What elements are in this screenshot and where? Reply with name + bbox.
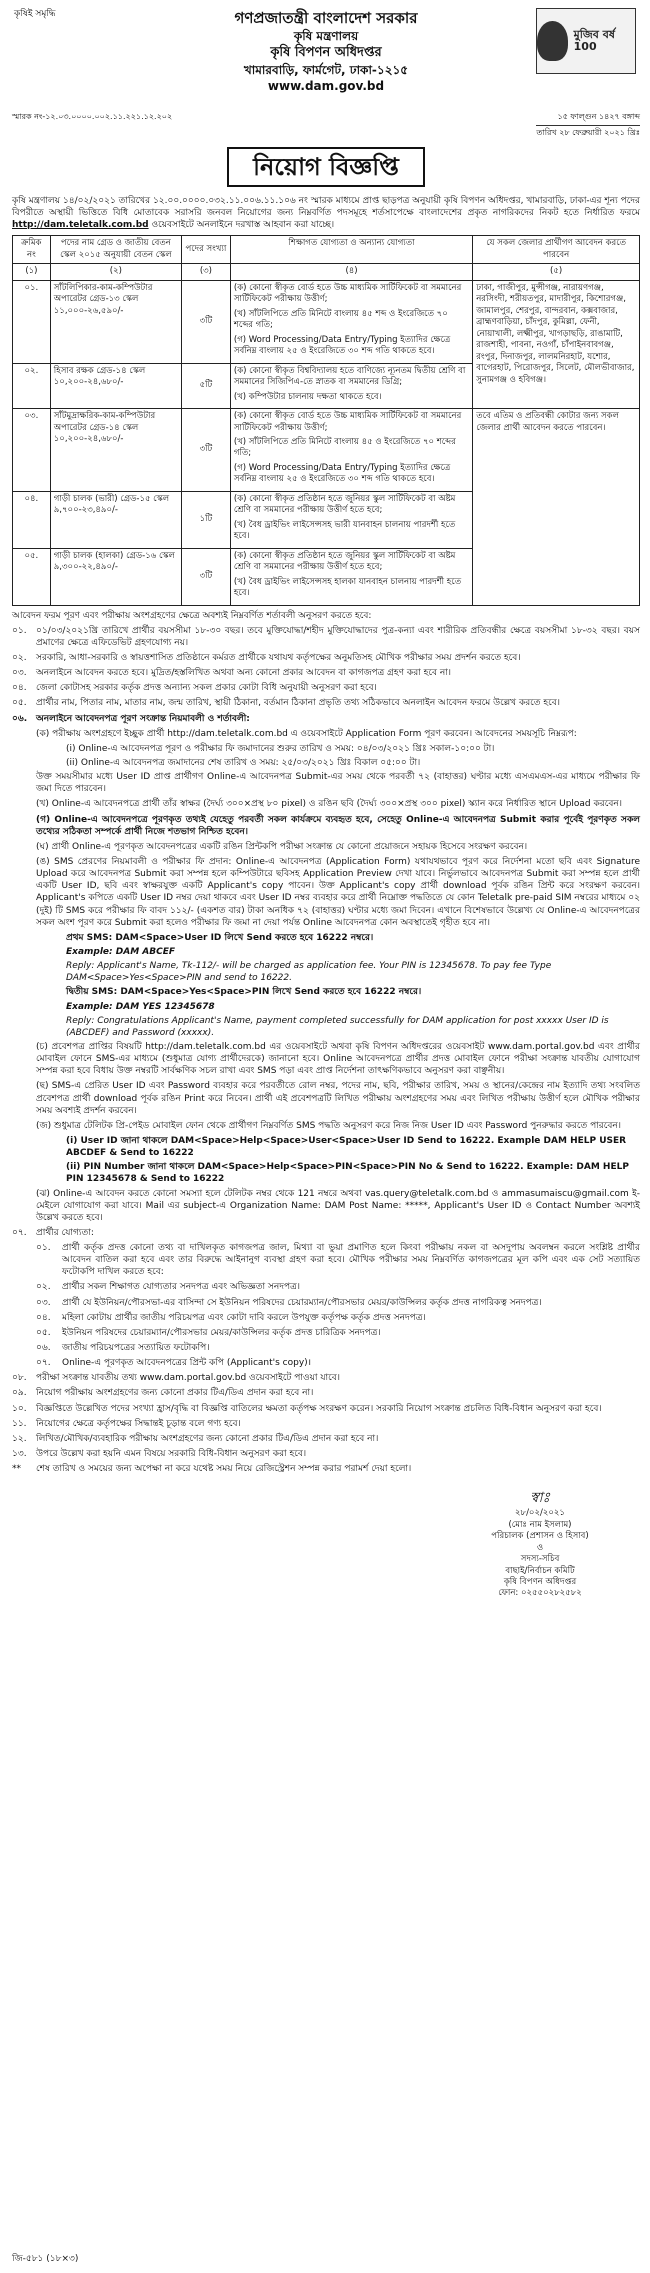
sms-step-1-example: Example: DAM ABCEF <box>66 946 176 957</box>
portrait-icon <box>537 21 568 61</box>
sms-step-1-reply: Reply: Applicant's Name, Tk-112/- will be charged as application fee. Your PIN is 12345678. To pay fee Type DAM<Space>Yes<Space>PIN and send to 16222. <box>66 961 552 984</box>
list-item: ০৫. প্রার্থীর নাম, পিতার নাম, মাতার নাম, জন্ম তারিখ, স্থায়ী ঠিকানা, বর্তমান ঠিকানা প্রভৃতি তথ্য সঠিকভাবে অনলাইন আবেদন ফরমে উল্লেখ করতে হবে। <box>12 698 560 709</box>
notice-title: নিয়োগ বিজ্ঞপ্তি <box>227 147 425 187</box>
sms-step-2: দ্বিতীয় SMS: DAM<Space>Yes<Space>PIN লিখে Send করতে হবে 16222 নম্বরে। <box>66 987 422 998</box>
conditions-section: আবেদন ফরম পূরণ এবং পরীক্ষায় অংশগ্রহণের ক্ষেত্রে অবশ্যই নিম্নবর্ণিত শর্তাবলী অনুসরণ করতে হবে: ০১. ০১/০৩/২০২১খ্রি তারিখে প্রার্থীর বয়সসীমা ১৮-৩০ বছর। তবে মুক্তিযোদ্ধা/শহীদ মুক্তিযোদ্ধাদের পুত্র-কন্যা এবং শারীরিক প্রতিবন্ধীর ক্ষেত্রে বয়সসীমা ১৮-৩২ বছর। বয়স প্রমাণের ক্ষেত্রে এফিডেভিট গ্রহণযোগ্য নয়। ০২. সরকারি, আধা-সরকারি ও স্বায়ত্তশাসিত প্রতিষ্ঠানে কর্মরত প্রার্থীকে যথাযথ কর্তৃপক্ষের অনুমতিসহ মৌখিক পরীক্ষার সময় প্রদর্শন করতে হবে। ০৩. অনলাইনে আবেদন করতে হবে। মুদ্রিত/হস্তলিখিত অথবা অন্য কোনো প্রকার আবেদন বা কাগজপত্র গ্রহণ করা হবে না। ০৪. জেলা কোটাসহ সরকার কর্তৃক প্রদত্ত অন্যান্য সকল প্রকার কোটা বিধি অনুযায়ী অনুসরণ করা হবে। ০৫. প্রার্থীর নাম, পিতার নাম, মাতার নাম, জন্ম তারিখ, স্থায়ী ঠিকানা, বর্তমান ঠিকানা প্রভৃতি তথ্য সঠিকভাবে অনলাইন আবেদন ফরমে উল্লেখ করতে হবে। ০৬. অনলাইনে আবেদনপত্র পূরণ সংক্রান্ত নিয়মাবলী ও শর্তাবলী: (ক) পরীক্ষায় অংশগ্রহণে ইচ্ছুক প্রার্থী http://dam.teletalk.com.bd এ ওয়েবসাইটে Application Form পূরণ করবেন। আবেদনের সময়সূচি নিম্নরূপ: (i) Online-এ আবেদনপত্র পূরণ ও পরীক্ষার ফি জমাদানের শুরুর তারিখ ও সময়: ০৪/০৩/২০২১ খ্রিঃ সকাল-১০:০০ টা। (ii) Online-এ আবেদনপত্র জমাদানের শেষ তারিখ ও সময়: ২৫/০৩/২০২১ খ্রিঃ বিকাল ০৫:০০ টা। উক্ত সময়সীমার মধ্যে User ID প্রাপ্ত প্রার্থীগণ Online-এ আবেদনপত্র Submit-এর সময় থেকে পরবর্তী ৭২ (বাহাত্তর) ঘণ্টার মধ্যে এসএমএস-এর মাধ্যমে পরীক্ষার ফি জমা দিতে পারবেন। (খ) Online-এ আবেদনপত্রে প্রার্থী তাঁর স্বাক্ষর (দৈর্ঘ্য ৩০০×প্রস্থ ৮০ pixel) ও রঙিন ছবি (দৈর্ঘ্য ৩০০×প্রস্থ ৩০০ pixel) স্ক্যান করে নির্ধারিত স্থানে Upload করবেন। (গ) Online-এ আবেদনপত্রে পূরণকৃত তথ্যই যেহেতু পরবর্তী সকল কার্যক্রমে ব্যবহৃত হবে, সেহেতু Online-এ আবেদনপত্র Submit করার পূর্বেই পূরণকৃত সকল তথ্যের সঠিকতা সম্পর্কে প্রার্থী নিজে শতভাগ নিশ্চিত হবেন। (ঘ) প্রার্থী Online-এ পূরণকৃত আবেদনপত্রের একটি রঙিন প্রিন্টকপি পরীক্ষা সংক্রান্ত যে কোনো প্রয়োজনে সহায়ক হিসেবে সংরক্ষণ করবেন। (ঙ) SMS প্রেরণের নিয়মাবলী ও পরীক্ষার ফি প্রদান: Online-এ আবেদনপত্র (Application Form) যথাযথভাবে পূরণ করে নির্দেশনা মতো ছবি এবং Signature Upload করে আবেদনপত্র Submit করা সম্পন্ন হলে কম্পিউটারে ছবিসহ Application Preview দেখা যাবে। নির্ভুলভাবে আবেদনপত্র Submit করা সম্পন্ন হলে প্রার্থী একটি User ID, ছবি এবং স্বাক্ষরযুক্ত একটি Applicant's copy পাবেন। উক্ত Applicant's copy প্রার্থী download পূর্বক রঙিন প্রিন্ট করে সংরক্ষণ করবেন। Applicant's কপিতে একটি User ID নম্বর দেয়া থাকবে এবং User ID নম্বর ব্যবহার করে প্রার্থী নিম্নোক্ত পদ্ধতিতে যে কোন Teletalk pre-paid SIM নম্বরের মাধ্যমে ০২ (দুই) টি SMS করে পরীক্ষার ফি বাবদ ১১২/- (একশত বার) টাকা অনধিক ৭২ (বাহাত্তর) ঘণ্টার মধ্যে জমা দিবেন। এখানে বিশেষভাবে উল্লেখ্য যে Online-এ আবেদনপত্রের সকল অংশ পূরণ করে Submit করা হলেও পরীক্ষার ফি জমা না দেয়া পর্যন্ত Online আবেদনপত্র কোন অবস্থাতেই গৃহীত হবে না। প্রথম SMS: DAM<Space>User ID লিখে Send করতে হবে 16222 নম্বরে। Example: DAM ABCEF Reply: Applicant's Name, Tk-112/- will be charged as application fee. Your PIN is 12345678. To pay fee Type DAM<Space>Yes<Space>PIN and send to 16222. দ্বিতীয় SMS: DAM<Space>Yes<Space>PIN লিখে Send করতে হবে 16222 নম্বরে। Example: DAM YES 12345678 Reply: Congratulations Applicant's Name, payment completed successfully for DAM application for post xxxxx User ID is (ABCDEF) and Password (xxxxx). (চ) প্রবেশপত্র প্রাপ্তির বিষয়টি http://dam.teletalk.com.bd এর ওয়েবসাইটে অথবা কৃষি বিপণন অধিদপ্তরের ওয়েবসাইট www.dam.portal.gov.bd এবং প্রার্থীর মোবাইল ফোনে SMS-এর মাধ্যমে (শুধুমাত্র যোগ্য প্রার্থীদেরকে) জানানো হবে। Online আবেদনপত্রে প্রার্থীর প্রদত্ত মোবাইল ফোনে পরীক্ষা সংক্রান্ত যাবতীয় যোগাযোগ সম্পন্ন করা হবে বিধায় উক্ত নম্বরটি সার্বক্ষণিক সচল রাখা এবং SMS পড়া এবং প্রাপ্ত নির্দেশনা তাৎক্ষণিকভাবে অনুসরণ করা বাঞ্ছনীয়। (ছ) SMS-এ প্রেরিত User ID এবং Password ব্যবহার করে পরবর্তীতে রোল নম্বর, পদের নাম, ছবি, পরীক্ষার তারিখ, সময় ও স্থানের/কেন্দ্রের নাম ইত্যাদি তথ্য সংবলিত প্রবেশপত্র প্রার্থী download পূর্বক রঙিন Print করে নিবেন। প্রার্থী এই প্রবেশপত্রটি লিখিত পরীক্ষায় অংশগ্রহণের সময় এবং লিখিত পরীক্ষায় উত্তীর্ণ হলে মৌখিক পরীক্ষার সময় অবশ্যই প্রদর্শন করবেন। (জ) শুধুমাত্র টেলিটক প্রি-পেইড মোবাইল ফোন থেকে প্রার্থীগণ নিম্নবর্ণিত SMS পদ্ধতি অনুসরণ করে নিজ নিজ User ID এবং Password পুনরুদ্ধার করতে পারবেন। (i) User ID জানা থাকলে DAM<Space>Help<Space>User<Space>User ID Send to 16222. Example DAM HELP USER ABCDEF & Send to 16222 (ii) PIN Number জানা থাকলে DAM<Space>Help<Space>PIN<Space>PIN No & Send to 16222. Example: DAM HELP PIN 12345678 & Send to 16222 (ঝ) Online-এ আবেদন করতে কোনো সমস্যা হলে টেলিটক নম্বর থেকে 121 নম্বরে অথবা vas.query@teletalk.com.bd ও ammasumaiscu@gmail.com ই-মেইলে যোগাযোগ করা যাবে। Mail এর subject-এ Organization Name: DAM Post Name: *****, Applicant's User ID ও Contact Number অবশ্যই উল্লেখ করতে হবে। ০৭. প্রার্থীর যোগ্যতা: ০১. প্রার্থী কর্তৃক প্রদত্ত কোনো তথ্য বা দাখিলকৃত কাগজপত্র জাল, মিথ্যা বা ভুয়া প্রমাণিত হলে কিংবা পরীক্ষায় নকল বা অসদুপায় অবলম্বন করলে সংশ্লিষ্ট প্রার্থীর আবেদন বাতিল করা হবে এবং তার বিরুদ্ধে আইনানুগ ব্যবস্থা গ্রহণ করা হবে। মৌখিক পরীক্ষার সময় নিম্নবর্ণিত কাগজপত্রের মূল কপি এবং এক সেট সত্যায়িত ফটোকপি দাখিল করতে হবে: ০২. প্রার্থীর সকল শিক্ষাগত যোগ্যতার সনদপত্র এবং অভিজ্ঞতা সনদপত্র। ০৩. প্রার্থী যে ইউনিয়ন/পৌরসভা-এর বাসিন্দা সে ইউনিয়ন পরিষদের চেয়ারম্যান/পৌরসভার মেয়র/কাউন্সিলর কর্তৃক প্রদত্ত নাগরিকত্ব সনদপত্র। ০৪. মহিলা কোটায় প্রার্থীর জাতীয় পরিচয়পত্র এবং কোটা দাবি করলে উপযুক্ত কর্তৃপক্ষ কর্তৃক প্রদত্ত সনদপত্র। ০৫. ইউনিয়ন পরিষদের চেয়ারম্যান/পৌরসভার মেয়র/কাউন্সিলর কর্তৃক প্রদত্ত চারিত্রিক সনদপত্র। ০৬. জাতীয় পরিচয়পত্রের সত্যায়িত ফটোকপি। ০৭. Online-এ পূরণকৃত আবেদনপত্রের প্রিন্ট কপি (Applicant's copy)। ০৮. পরীক্ষা সংক্রান্ত যাবতীয় তথ্য www.dam.portal.gov.bd ওয়েবসাইটে পাওয়া যাবে। ০৯. নিয়োগ পরীক্ষায় অংশগ্রহণের জন্য কোনো প্রকার টিএ/ডিএ প্রদান করা হবে না। ১০. বিজ্ঞপ্তিতে উল্লেখিত পদের সংখ্যা হ্রাস/বৃদ্ধি বা বিজ্ঞপ্তি বাতিলের ক্ষমতা কর্তৃপক্ষ সংরক্ষণ করেন। সরকারি নিয়োগ সংক্রান্ত প্রচলিত বিধি-বিধান অনুসরণ করা হবে। ১১. নিয়োগের ক্ষেত্রে কর্তৃপক্ষের সিদ্ধান্তই চূড়ান্ত বলে গণ্য হবে। ১২. লিখিত/মৌখিক/ব্যবহারিক পরীক্ষায় অংশগ্রহণের জন্য কোনো প্রকার টিএ/ডিএ প্রদান করা হবে না। ১৩. উপরে উল্লেখ করা হয়নি এমন বিষয়ে সরকারি বিধি-বিধান অনুসরণ করা হবে। ** শেষ তারিখ ও সময়ের জন্য অপেক্ষা না করে যথেষ্ট সময় নিয়ে রেজিস্ট্রেশন সম্পন্ন করার পরামর্শ দেয়া হলো। <box>12 610 640 1475</box>
list-item: ০১. প্রার্থী কর্তৃক প্রদত্ত কোনো তথ্য বা দাখিলকৃত কাগজপত্র জাল, মিথ্যা বা ভুয়া প্রমাণিত হলে কিংবা পরীক্ষায় নকল বা অসদুপায় অবলম্বন করলে সংশ্লিষ্ট প্রার্থীর আবেদন বাতিল করা হবে এবং তার বিরুদ্ধে আইনানুগ ব্যবস্থা গ্রহণ করা হবে। মৌখিক পরীক্ষার সময় নিম্নবর্ণিত কাগজপত্রের মূল কপি এবং এক সেট সত্যায়িত ফটোকপি দাখিল করতে হবে: <box>36 1243 640 1278</box>
online-start-date: (i) Online-এ আবেদনপত্র পূরণ ও পরীক্ষার ফি জমাদানের শুরুর তারিখ ও সময়: ০৪/০৩/২০২১ খ্রিঃ সকাল-১০:০০ টা। <box>66 743 495 754</box>
date-gregorian: ২৮ ফেব্রুয়ারী ২০২১ খ্রিঃ <box>559 127 640 137</box>
header-serial: ক্রমিক নং <box>13 236 51 264</box>
header-post: পদের নাম গ্রেড ও জাতীয় বেতন স্কেল ২০১৫ অনুযায়ী বেতন স্কেল <box>50 236 181 264</box>
signatory-phone: ফোন: ০২৫৫০২৮২৫৮২ <box>498 1588 582 1599</box>
recover-user-id: (i) User ID জানা থাকলে DAM<Space>Help<Space>User<Space>User ID Send to 16222. Example DAM HELP USER ABCDEF & Send to 16222 <box>66 1135 627 1159</box>
header-count: পদের সংখ্যা <box>181 236 230 264</box>
table-row: ০৩. সাঁটমুদ্রাক্ষরিক-কাম-কম্পিউটার অপারেটর গ্রেড-১৪ স্কেল ১০,২০০-২৪,৬৮০/- ৩টি (ক) কোনো স্বীকৃত বোর্ড হতে উচ্চ মাধ্যমিক সার্টিফিকেট বা সমমানের সার্টিফিকেট পরীক্ষায় উত্তীর্ণ; (খ) সাঁটলিপিতে প্রতি মিনিটে বাংলায় ৪৫ ও ইংরেজিতে ৭০ শব্দের গতি; (গ) Word Processing/Data Entry/Typing ইত্যাদির ক্ষেত্রে সর্বনিম্ন বাংলায় ২৫ ও ইংরেজিতে ৩০ শব্দ গতি থাকতে হবে। তবে এতিম ও প্রতিবন্ধী কোটার জন্য সকল জেলার প্রার্থী আবেদন করতে পারবেন। <box>13 409 640 492</box>
signature-date: ২৮/০২/২০২১ <box>515 1508 565 1519</box>
sms-step-1: প্রথম SMS: DAM<Space>User ID লিখে Send করতে হবে 16222 নম্বরে। <box>66 932 374 943</box>
closing-note: ** শেষ তারিখ ও সময়ের জন্য অপেক্ষা না করে যথেষ্ট সময় নিয়ে রেজিস্ট্রেশন সম্পন্ন করার পরামর্শ দেয়া হলো। <box>12 1464 412 1475</box>
table-row: ০২. হিসাব রক্ষক গ্রেড-১৪ স্কেল ১০,২০০-২৪,৬৮০/- ৫টি (ক) কোনো স্বীকৃত বিশ্ববিদ্যালয় হতে বাণিজ্যে ন্যূনতম দ্বিতীয় শ্রেণি বা সমমানের সিজিপিএ-তে স্নাতক বা সমমানের ডিগ্রি; (খ) কম্পিউটার চালনায় দক্ষতা থাকতে হবে। <box>13 363 640 408</box>
quota-note: তবে এতিম ও প্রতিবন্ধী কোটার জন্য সকল জেলার প্রার্থী আবেদন করতে পারবেন। <box>473 409 640 606</box>
list-item: ১১. নিয়োগের ক্ষেত্রে কর্তৃপক্ষের সিদ্ধান্তই চূড়ান্ত বলে গণ্য হবে। <box>12 1418 241 1429</box>
intro-paragraph: কৃষি মন্ত্রণালয় ১৪/০২/২০২১ তারিখের ১২.০০.০০০০.০৩২.১১.০০৬.১১.১০৬ নং স্মারক মাধ্যমে প্রাপ্ত ছাড়পত্র অনুযায়ী কৃষি বিপণন অধিদপ্তর, খামারবাড়ি, ঢাকা-এর শূন্য পদের বিপরীতে অস্থায়ী ভিত্তিতে বিধি মোতাবেক সরাসরি জনবল নিয়োগের জন্য নিম্নবর্ণিত পদসমূহে শর্তসাপেক্ষে বাংলাদেশের প্রকৃত নাগরিকদের নিকট হতে নির্ধারিত ফরমে http://dam.teletalk.com.bd ওয়েবসাইটে অনলাইনে দরখাস্ত আহবান করা যাচ্ছে। <box>12 195 640 231</box>
online-rule-h: (জ) শুধুমাত্র টেলিটক প্রি-পেইড মোবাইল ফোন থেকে প্রার্থীগণ নিম্নবর্ণিত SMS পদ্ধতি অনুসরণ করে নিজ নিজ User ID এবং Password পুনরুদ্ধার করতে পারবেন। <box>36 1120 621 1131</box>
list-item: ০৩. অনলাইনে আবেদন করতে হবে। মুদ্রিত/হস্তলিখিত অথবা অন্য কোনো প্রকার আবেদন বা কাগজপত্র গ্রহণ করা হবে না। <box>12 668 452 679</box>
online-rule-c: (গ) Online-এ আবেদনপত্রে পূরণকৃত তথ্যই যেহেতু পরবর্তী সকল কার্যক্রমে ব্যবহৃত হবে, সেহেতু Online-এ আবেদনপত্র Submit করার পূর্বেই পূরণকৃত সকল তথ্যের সঠিকতা সম্পর্কে প্রার্থী নিজে শতভাগ নিশ্চিত হবেন। <box>36 814 640 837</box>
date-label: তারিখ <box>536 127 557 137</box>
publication-code: জি-৫৮১ (১৮×৩) <box>12 2253 79 2264</box>
department-address: খামারবাড়ি, ফার্মগেট, ঢাকা-১২১৫ <box>243 62 409 77</box>
list-item: ০৪. মহিলা কোটায় প্রার্থীর জাতীয় পরিচয়পত্র এবং কোটা দাবি করলে উপযুক্ত কর্তৃপক্ষ কর্তৃক প্রদত্ত সনদপত্র। <box>36 1312 426 1323</box>
department-name: কৃষি বিপণন অধিদপ্তর <box>270 45 382 61</box>
list-item: ১০. বিজ্ঞপ্তিতে উল্লেখিত পদের সংখ্যা হ্রাস/বৃদ্ধি বা বিজ্ঞপ্তি বাতিলের ক্ষমতা কর্তৃপক্ষ সংরক্ষণ করেন। সরকারি নিয়োগ সংক্রান্ত প্রচলিত বিধি-বিধান অনুসরণ করা হবে। <box>12 1403 602 1414</box>
posts-table <box>12 235 640 605</box>
header <box>12 8 640 108</box>
online-rule-g: (ছ) SMS-এ প্রেরিত User ID এবং Password ব্যবহার করে পরবর্তীতে রোল নম্বর, পদের নাম, ছবি, পরীক্ষার তারিখ, সময় ও স্থানের/কেন্দ্রের নাম ইত্যাদি তথ্য সংবলিত প্রবেশপত্র প্রার্থী download পূর্বক রঙিন Print করে নিবেন। প্রার্থী এই প্রবেশপত্রটি লিখিত পরীক্ষায় অংশগ্রহণের সময় এবং লিখিত পরীক্ষায় উত্তীর্ণ হলে মৌখিক পরীক্ষার সময় অবশ্যই প্রদর্শন করবেন। <box>36 1081 640 1116</box>
signatory-name: (মোঃ নাম ইসলাম) <box>508 1519 572 1530</box>
notice-dates <box>536 112 640 139</box>
list-item: ০৪. জেলা কোটাসহ সরকার কর্তৃক প্রদত্ত অন্যান্য সকল প্রকার কোটা বিধি অনুযায়ী অনুসরণ করা হবে। <box>12 683 377 694</box>
ministry-name: কৃষি মন্ত্রণালয় <box>293 29 359 44</box>
online-rule-e: (ঙ) SMS প্রেরণের নিয়মাবলী ও পরীক্ষার ফি প্রদান: Online-এ আবেদনপত্র (Application Form) যথাযথভাবে পূরণ করে নির্দেশনা মতো ছবি এবং Signature Upload করে আবেদনপত্র Submit করা সম্পন্ন হলে কম্পিউটারে ছবিসহ Application Preview দেখা যাবে। নির্ভুলভাবে আবেদনপত্র Submit করা সম্পন্ন হলে প্রার্থী একটি User ID, ছবি এবং স্বাক্ষরযুক্ত একটি Applicant's copy পাবেন। উক্ত Applicant's copy প্রার্থী download পূর্বক রঙিন প্রিন্ট করে সংরক্ষণ করবেন। Applicant's কপিতে একটি User ID নম্বর দেয়া থাকবে এবং User ID নম্বর ব্যবহার করে প্রার্থী নিম্নোক্ত পদ্ধতিতে যে কোন Teletalk pre-paid SIM নম্বরের মাধ্যমে ০২ (দুই) টি SMS করে পরীক্ষার ফি বাবদ ১১২/- (একশত বার) টাকা অনধিক ৭২ (বাহাত্তর) ঘণ্টার মধ্যে জমা দিবেন। এখানে বিশেষভাবে উল্লেখ্য যে Online-এ আবেদনপত্রের সকল অংশ পূরণ করে Submit করা হলেও পরীক্ষার ফি জমা না দেয়া পর্যন্ত Online আবেদনপত্র কোন অবস্থাতেই গৃহীত হবে না। <box>36 856 640 928</box>
signature-mark: স্বাঃ <box>529 1490 551 1507</box>
table-row: ০১. সাঁটলিপিকার-কাম-কম্পিউটার অপারেটর গ্রেড-১৩ স্কেল ১১,০০০-২৬,৫৯০/- ৩টি (ক) কোনো স্বীকৃত বোর্ড হতে উচ্চ মাধ্যমিক সার্টিফিকেট বা সমমানের সার্টিফিকেট পরীক্ষায় উত্তীর্ণ; (খ) সাঁটলিপিতে প্রতি মিনিটে বাংলায় ৪৫ শব্দ ও ইংরেজিতে ৭০ শব্দের গতি; (গ) Word Processing/Data Entry/Typing ইত্যাদির ক্ষেত্রে সর্বনিম্ন বাংলায় ২৫ ও ইংরেজিতে ৩০ শব্দ গতি থাকতে হবে। ঢাকা, গাজীপুর, মুন্সীগঞ্জ, নারায়ণগঞ্জ, নরসিংদী, শরীয়তপুর, মাদারীপুর, কিশোরগঞ্জ, জামালপুর, শেরপুর, বান্দরবান, কক্সবাজার, ব্রাহ্মণবাড়িয়া, চাঁদপুর, কুমিল্লা, ফেনী, নোয়াখালী, লক্ষ্মীপুর, খাগড়াছড়ি, রাঙামাটি, রাজশাহী, পাবনা, নওগাঁ, চাঁপাইনবাবগঞ্জ, রংপুর, দিনাজপুর, লালমনিরহাট, যশোর, বাগেরহাট, পিরোজপুর, সিলেট, মৌলভীবাজার, সুনামগঞ্জ ও হবিগঞ্জ। <box>13 280 640 363</box>
list-item: ০৮. পরীক্ষা সংক্রান্ত যাবতীয় তথ্য www.dam.portal.gov.bd ওয়েবসাইটে পাওয়া যাবে। <box>12 1373 340 1384</box>
table-row: ০৫. গাড়ী চালক (হালকা) গ্রেড-১৬ স্কেল ৯,৩০০-২২,৪৯০/- ৩টি (ক) কোনো স্বীকৃত প্রতিষ্ঠান হতে জুনিয়র স্কুল সার্টিফিকেট বা অষ্টম শ্রেণি বা সমমানের পরীক্ষায় উত্তীর্ণ হতে হবে; (খ) বৈধ ড্রাইভিং লাইসেন্সসহ হালকা যানবাহন চালনায় পারদর্শী হতে হবে। <box>13 548 640 605</box>
date-bangla: ১৫ ফাল্গুন ১৪২৭ বঙ্গাব্দ <box>557 112 640 121</box>
table-row: ০৪. গাড়ী চালক (ভারী) গ্রেড-১৫ স্কেল ৯,৭০০-২৩,৪৯০/- ১টি (ক) কোনো স্বীকৃত প্রতিষ্ঠান হতে জুনিয়র স্কুল সার্টিফিকেট বা অষ্টম শ্রেণি বা সমমানের পরীক্ষায় উত্তীর্ণ হতে হবে; (খ) বৈধ ড্রাইভিং লাইসেন্সসহ ভারী যানবাহন চালনায় পারদর্শী হতে হবে। <box>13 491 640 548</box>
signature-section: স্বাঃ ২৮/০২/২০২১ (মোঃ নাম ইসলাম) পরিচালক (প্রশাসন ও হিসাব) ও সদস্য-সচিব বাছাই/নির্বাচন কমিটি কৃষি বিপণন অধিদপ্তর ফোন: ০২৫৫০২৮২৫৮২ <box>12 1489 640 1600</box>
recover-pin: (ii) PIN Number জানা থাকলে DAM<Space>Help<Space>PIN<Space>PIN No & Send to 16222. Example: DAM HELP PIN 12345678 & Send to 16222 <box>66 1162 629 1185</box>
table-header-row <box>13 236 640 264</box>
list-item: ০৩. প্রার্থী যে ইউনিয়ন/পৌরসভা-এর বাসিন্দা সে ইউনিয়ন পরিষদের চেয়ারম্যান/পৌরসভার মেয়র/কাউন্সিলর কর্তৃক প্রদত্ত নাগরিকত্ব সনদপত্র। <box>36 1297 542 1308</box>
list-item: ০৭. Online-এ পূরণকৃত আবেদনপত্রের প্রিন্ট কপি (Applicant's copy)। <box>36 1358 312 1369</box>
online-end-date: (ii) Online-এ আবেদনপত্র জমাদানের শেষ তারিখ ও সময়: ২৫/০৩/২০২১ খ্রিঃ বিকাল ০৫:০০ টা। <box>66 758 421 768</box>
sms-step-2-example: Example: DAM YES 12345678 <box>66 1001 215 1012</box>
list-item: ০৭. প্রার্থীর যোগ্যতা: <box>12 1227 94 1238</box>
government-name: গণপ্রজাতন্ত্রী বাংলাদেশ সরকার <box>234 9 418 27</box>
column-number-row: (১) (২) (৩) (৪) (৫) <box>13 264 640 280</box>
online-rule-i: (ঝ) Online-এ আবেদন করতে কোনো সমস্যা হলে টেলিটক নম্বর থেকে 121 নম্বরে অথবা vas.query@teletalk.com.bd ও ammasumaiscu@gmail.com ই-মেইলে যোগাযোগ করা যাবে। Mail এর subject-এ Organization Name: DAM Post Name: *****, Applicant's User ID ও Contact Number অবশ্যই উল্লেখ করতে হবে। <box>36 1188 640 1223</box>
sms-step-2-reply: Reply: Congratulations Applicant's Name, payment completed successfully for DAM application for post xxxxx User ID is (ABCDEF) and Password (xxxxx). <box>66 1015 609 1038</box>
list-item: ০২. সরকারি, আধা-সরকারি ও স্বায়ত্তশাসিত প্রতিষ্ঠানে কর্মরত প্রার্থীকে যথাযথ কর্তৃপক্ষের অনুমতিসহ মৌখিক পরীক্ষার সময় প্রদর্শন করতে হবে। <box>12 653 521 664</box>
list-item: ০১. ০১/০৩/২০২১খ্রি তারিখে প্রার্থীর বয়সসীমা ১৮-৩০ বছর। তবে মুক্তিযোদ্ধা/শহীদ মুক্তিযোদ্ধাদের পুত্র-কন্যা এবং শারীরিক প্রতিবন্ধীর ক্ষেত্রে বয়সসীমা ১৮-৩২ বছর। বয়স প্রমাণের ক্ষেত্রে এফিডেভিট গ্রহণযোগ্য নয়। <box>12 625 640 648</box>
mujib-borsho-logo <box>536 8 636 74</box>
list-item: ১৩. উপরে উল্লেখ করা হয়নি এমন বিষয়ে সরকারি বিধি-বিধান অনুসরণ করা হবে। <box>12 1449 307 1460</box>
header-qualification: শিক্ষাগত যোগ্যতা ও অন্যান্য যোগ্যতা <box>230 236 472 264</box>
logo-text: মুজিব বর্ষ 100 <box>573 27 615 53</box>
list-item: ০২. প্রার্থীর সকল শিক্ষাগত যোগ্যতার সনদপত্র এবং অভিজ্ঞতা সনদপত্র। <box>36 1282 300 1293</box>
online-rule-d: (ঘ) প্রার্থী Online-এ পূরণকৃত আবেদনপত্রের একটি রঙিন প্রিন্টকপি পরীক্ষা সংক্রান্ত যে কোনো প্রয়োজনে সহায়ক হিসেবে সংরক্ষণ করবেন। <box>36 841 528 852</box>
teletalk-link[interactable]: http://dam.teletalk.com.bd <box>12 220 149 231</box>
department-website: www.dam.gov.bd <box>267 79 385 94</box>
header-districts: যে সকল জেলার প্রার্থীগণ আবেদন করতে পারবেন <box>473 236 640 264</box>
slogan: কৃষিই সমৃদ্ধি <box>14 9 56 19</box>
eligible-districts: ঢাকা, গাজীপুর, মুন্সীগঞ্জ, নারায়ণগঞ্জ, নরসিংদী, শরীয়তপুর, মাদারীপুর, কিশোরগঞ্জ, জামালপুর, শেরপুর, বান্দরবান, কক্সবাজার, ব্রাহ্মণবাড়িয়া, চাঁদপুর, কুমিল্লা, ফেনী, নোয়াখালী, লক্ষ্মীপুর, খাগড়াছড়ি, রাঙামাটি, রাজশাহী, পাবনা, নওগাঁ, চাঁপাইনবাবগঞ্জ, রংপুর, দিনাজপুর, লালমনিরহাট, যশোর, বাগেরহাট, পিরোজপুর, সিলেট, মৌলভীবাজার, সুনামগঞ্জ ও হবিগঞ্জ। <box>473 280 640 408</box>
reference-line <box>12 112 640 139</box>
online-rules-heading: ০৬. অনলাইনে আবেদনপত্র পূরণ সংক্রান্ত নিয়মাবলী ও শর্তাবলী: <box>12 713 250 724</box>
list-item: ০৯. নিয়োগ পরীক্ষায় অংশগ্রহণের জন্য কোনো প্রকার টিএ/ডিএ প্রদান করা হবে না। <box>12 1388 314 1399</box>
online-rule-b: (খ) Online-এ আবেদনপত্রে প্রার্থী তাঁর স্বাক্ষর (দৈর্ঘ্য ৩০০×প্রস্থ ৮০ pixel) ও রঙিন ছবি (দৈর্ঘ্য ৩০০×প্রস্থ ৩০০ pixel) স্ক্যান করে নির্ধারিত স্থানে Upload করবেন। <box>36 799 622 810</box>
memo-number: স্মারক নং-১২.০৩.০০০০.০০২.১১.২২১.১২.২০২ <box>12 112 173 121</box>
list-item: ১২. লিখিত/মৌখিক/ব্যবহারিক পরীক্ষায় অংশগ্রহণের জন্য কোনো প্রকার টিএ/ডিএ প্রদান করা হবে না। <box>12 1433 379 1444</box>
conditions-heading: আবেদন ফরম পূরণ এবং পরীক্ষায় অংশগ্রহণের ক্ষেত্রে অবশ্যই নিম্নবর্ণিত শর্তাবলী অনুসরণ করতে হবে: <box>12 610 372 621</box>
signatory-title: পরিচালক (প্রশাসন ও হিসাব) <box>491 1531 589 1542</box>
online-rule-a: (ক) পরীক্ষায় অংশগ্রহণে ইচ্ছুক প্রার্থী http://dam.teletalk.com.bd এ ওয়েবসাইটে Application Form পূরণ করবেন। আবেদনের সময়সূচি নিম্নরূপ: <box>36 728 577 739</box>
list-item: ০৫. ইউনিয়ন পরিষদের চেয়ারম্যান/পৌরসভার মেয়র/কাউন্সিলর কর্তৃক প্রদত্ত চারিত্রিক সনদপত্র। <box>36 1327 381 1338</box>
list-item: ০৬. জাতীয় পরিচয়পত্রের সত্যায়িত ফটোকপি। <box>36 1343 210 1354</box>
online-rule-f: (চ) প্রবেশপত্র প্রাপ্তির বিষয়টি http://dam.teletalk.com.bd এর ওয়েবসাইটে অথবা কৃষি বিপণন অধিদপ্তরের ওয়েবসাইট www.dam.portal.gov.bd এবং প্রার্থীর মোবাইল ফোনে SMS-এর মাধ্যমে (শুধুমাত্র যোগ্য প্রার্থীদেরকে) জানানো হবে। Online আবেদনপত্রে প্রার্থীর প্রদত্ত মোবাইল ফোনে পরীক্ষা সংক্রান্ত যাবতীয় যোগাযোগ সম্পন্ন করা হবে বিধায় উক্ত নম্বরটি সার্বক্ষণিক সচল রাখা এবং SMS পড়া এবং প্রাপ্ত নির্দেশনা তাৎক্ষণিকভাবে অনুসরণ করা বাঞ্ছনীয়। <box>36 1041 640 1077</box>
